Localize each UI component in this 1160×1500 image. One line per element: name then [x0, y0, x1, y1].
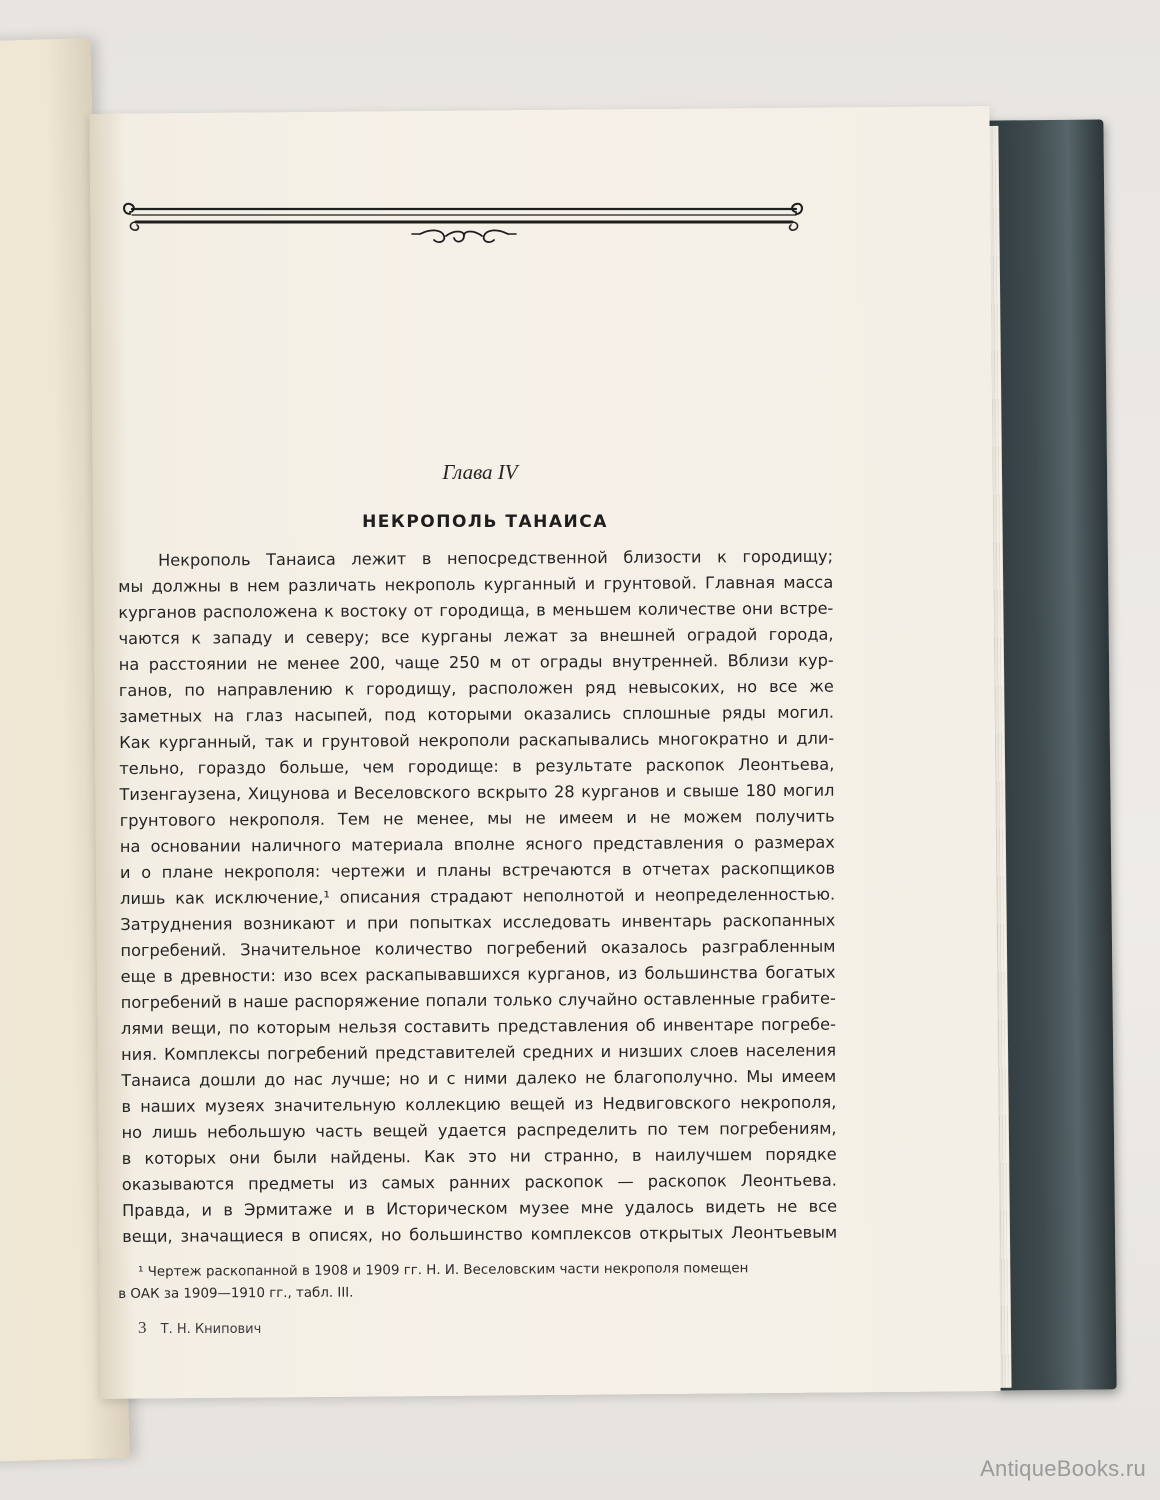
text-line: погребений в наше распоряжение попали только случайно оставленные грабите-	[120, 988, 836, 1012]
text-line: ганов, по направлению к городищу, расположен ряд невысоких, но все же	[118, 676, 834, 700]
body-text	[118, 544, 837, 1250]
text-line: и о плане некрополя: чертежи и планы встречаются в отчетах раскопщиков	[119, 858, 836, 882]
text-line: мы должны в нем различать некрополь курганный и грунтовой. Главная масса	[118, 572, 834, 596]
text-line: лишь как исключение,¹ описания страдают неполнотой и неопределенностью.	[120, 884, 836, 908]
signature-number: 3	[138, 1318, 147, 1337]
text-line: заметных на глаз насыпей, под которыми оказались сплошные ряды могил.	[118, 702, 835, 726]
text-line: погребений. Значительное количество погребений оказалось разграбленным	[120, 936, 836, 960]
text-line: Тизенгаузена, Хицунова и Веселовского вскрыто 28 курганов и свыше 180 могил	[119, 780, 835, 804]
footnote	[118, 1258, 838, 1306]
text-line: лями вещи, по которым нельзя составить представления об инвентаре погребе-	[120, 1014, 836, 1038]
signature-author: Т. Н. Книпович	[160, 1322, 262, 1337]
text-line: ния. Комплексы погребений представителей средних и низших слоев населения	[121, 1040, 837, 1064]
text-line: оказываются предметы из самых ранних раскопок — раскопок Леонтьева.	[121, 1170, 837, 1194]
text-line: чаются к западу и северу; все курганы лежат за внешней оградой города,	[118, 624, 834, 648]
text-line: Танаиса дошли до нас лучше; но и с ними далеко не благополучно. Мы имеем	[121, 1066, 837, 1090]
text-line: грунтового некрополя. Тем не менее, мы не имеем и не можем получить	[119, 806, 835, 830]
text-line: еще в древности: изо всех раскапывавшихся курганов, из большинства богатых	[120, 962, 836, 986]
text-line: на расстоянии не менее 200, чаще 250 м от ограды внутренней. Вблизи кур-	[118, 650, 834, 674]
text-line: Правда, и в Эрмитаже и в Историческом музее мне удалось видеть не все	[121, 1196, 838, 1220]
footnote-line: ¹ Чертеж раскопанной в 1908 и 1909 гг. Н. И. Веселовским части некрополя помещен	[138, 1261, 749, 1280]
text-line: тельно, гораздо больше, чем городище: в результате раскопок Леонтьева,	[119, 754, 835, 778]
text-line: в наших музеях значительную коллекцию вещей из Недвиговского некрополя,	[121, 1092, 837, 1116]
chapter-title: НЕКРОПОЛЬ ТАНАИСА	[362, 512, 608, 532]
watermark: AntiqueBooks.ru	[980, 1456, 1146, 1481]
text-line: Как курганный, так и грунтовой некрополи раскапывались многократно и дли-	[119, 728, 835, 752]
footnote-line: в ОАК за 1909—1910 гг., табл. III.	[118, 1285, 354, 1302]
text-line: в которых они были найдены. Как это ни странно, в наилучшем порядке	[121, 1144, 837, 1168]
text-line: но лишь небольшую часть вещей удается распределить по тем погребениям,	[121, 1118, 837, 1142]
text-line: Затруднения возникают и при попытках исследовать инвентарь раскопанных	[120, 910, 836, 934]
text-line: вещи, значащиеся в описях, но большинство комплексов открытых Леонтьевым	[122, 1222, 838, 1246]
text-line: на основании наличного материала вполне ясного представления о размерах	[119, 832, 835, 856]
chapter-heading: Глава IV	[442, 460, 518, 484]
signature-mark	[138, 1318, 261, 1338]
text-line: Некрополь Танаиса лежит в непосредственной близости к городищу;	[158, 546, 834, 570]
ornament-header	[120, 200, 810, 252]
text-line: курганов расположена к востоку от городища, в меньшем количестве они встре-	[118, 598, 834, 622]
